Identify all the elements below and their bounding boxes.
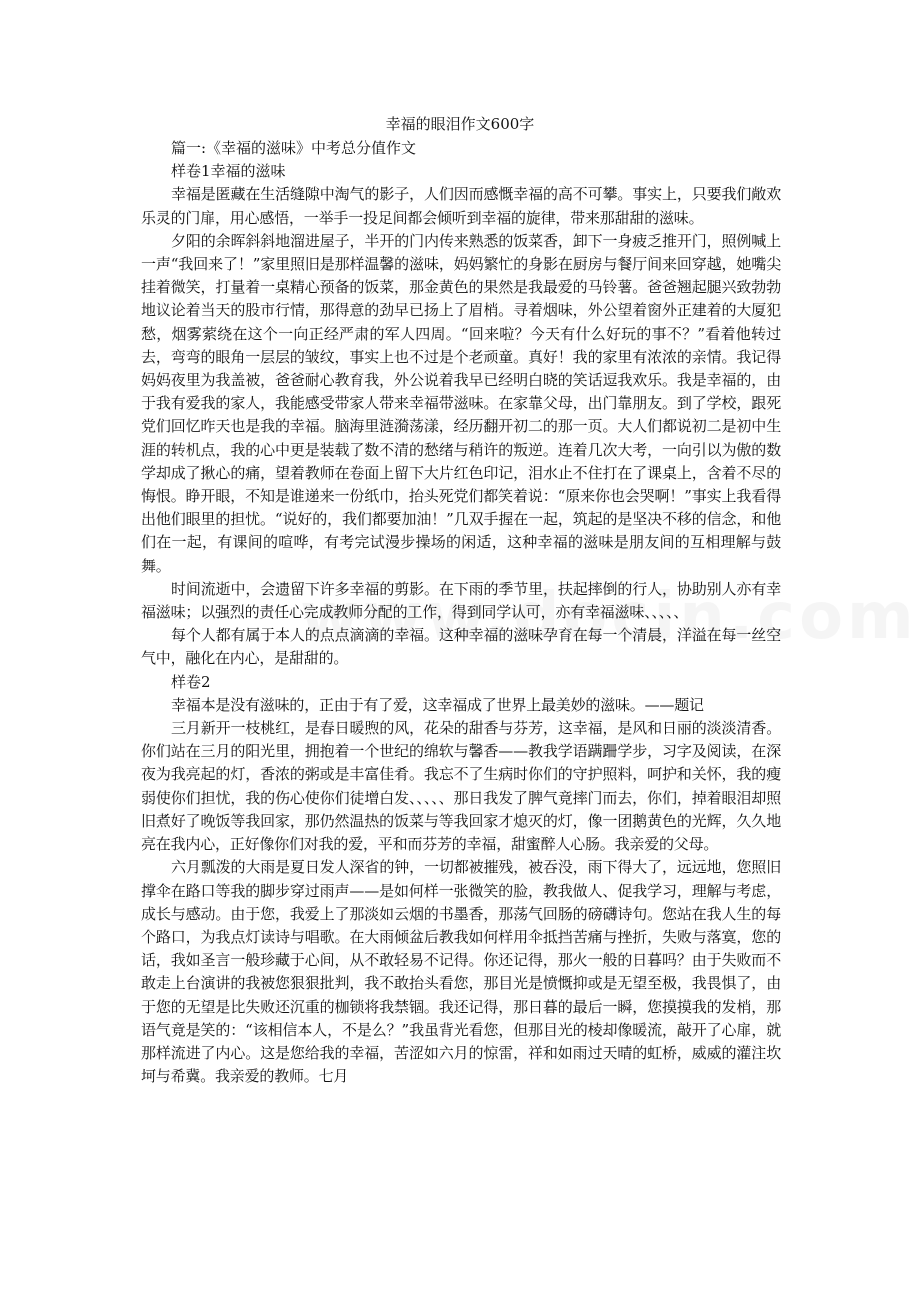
paragraph: 每个人都有属于本人的点点滴滴的幸福。这种幸福的滋味孕育在每一个清晨，洋溢在每一丝空气中，融化在内心，是甜甜的。 — [141, 626, 781, 668]
document-title: 幸福的眼泪作文600字 — [385, 115, 535, 133]
paragraph: 幸福本是没有滋味的，正由于有了爱，这幸福成了世界上最美妙的滋味。——题记 — [171, 695, 704, 714]
section-heading: 篇一:《幸福的滋味》中考总分值作文 — [171, 139, 417, 157]
paragraph: 六月瓢泼的大雨是夏日发人深省的钟，一切都被摧残，被吞没，雨下得大了，远远地，您照旧撑伞在路口等我的脚步穿过雨声——是如何样一张微笑的脸，教我做人、促我学习，理解与考虑，成长与感动。由于您，我爱上了那淡如云烟的书墨香，那荡气回肠的磅礴诗句。您站在我人生的每个路口，为我点灯读诗与唱歌。在大雨倾盆后教我如何样用伞抵挡苦痛与挫折，失败与落寞，您的话，我如圣言一般珍藏于心间，从不敢轻易不记得。你还记得，那火一般的日暮吗？由于失败而不敢走上台演讲的我被您狠狠批判，我不敢抬头看您，那目光是愤慨抑或是无望至极，我畏惧了，由于您的无望是比失败还沉重的枷锁将我禁锢。我还记得，那日暮的最后一瞬，您摸摸我的发梢，那语气竟是笑的：“该相信本人，不是么？”我虽背光看您，但那目光的棱却像暖流，敲开了心扉，就那样流进了内心。这是您给我的幸福，苦涩如六月的惊雷，祥和如雨过天晴的虹桥，威威的灌注坎坷与希冀。我亲爱的教师。七月 — [141, 858, 781, 1086]
paragraph: 夕阳的余晖斜斜地溜进屋子，半开的门内传来熟悉的饭菜香，卸下一身疲乏推开门，照例喊上一声“我回来了！”家里照旧是那样温馨的滋味，妈妈繁忙的身影在厨房与餐厅间来回穿越，她嘴尖挂着微笑，打量着一桌精心预备的饭菜，那金黄色的果然是我最爱的马铃薯。爸爸翘起腿兴致勃勃地议论着当天的股市行情，那得意的劲早已扬上了眉梢。寻着烟味，外公望着窗外正建着的大厦犯愁，烟雾萦绕在这个一向正经严肃的军人四周。“回来啦？今天有什么好玩的事不？”看着他转过去，弯弯的眼角一层层的皱纹，事实上也不过是个老顽童。真好！我的家里有浓浓的亲情。我记得妈妈夜里为我盖被，爸爸耐心教育我，外公说着我早已经明白晓的笑话逗我欢乐。我是幸福的，由于我有爱我的家人，我能感受带家人带来幸福带滋味。在家靠父母，出门靠朋友。到了学校，跟死党们回忆昨天也是我的幸福。脑海里涟漪荡漾，经历翻开初二的那一页。大人们都说初二是初中生涯的转机点，我的心中更是装载了数不清的愁绪与稍许的叛逆。连着几次大考，一向引以为傲的数学却成了揪心的痛，望着教师在卷面上留下大片红色印记，泪水止不住打在了课桌上，含着不尽的悔恨。睁开眼，不知是谁递来一份纸巾，抬头死党们都笑着说：“原来你也会哭啊！”事实上我看得出他们眼里的担忧。“说好的，我们都要加油！”几双手握在一起，筑起的是坚决不移的信念，和他们在一起，有课间的喧哗，有考完试漫步操场的闲适，这种幸福的滋味是朋友间的互相理解与鼓舞。 — [141, 231, 781, 575]
paragraph: 三月新开一枝桃红，是春日暖煦的风，花朵的甜香与芬芳，这幸福，是风和日丽的淡淡清香。你们站在三月的阳光里，拥抱着一个世纪的绵软与馨香——教我学语蹒跚学步，习字及阅读，在深夜为我亮起的灯，香浓的粥或是丰富佳肴。我忘不了生病时你们的守护照料，呵护和关怀，我的瘦弱使你们担忧，我的伤心使你们徒增白发、、、、、那日我发了脾气竟摔门而去，你们，掉着眼泪却照旧煮好了晚饭等我回家，那仍然温热的饭菜与等我回家才熄灭的灯，像一团鹅黄色的光辉，久久地亮在我内心，正好像你们对我的爱，平和而芬芳的幸福，甜蜜醉人心肠。我亲爱的父母。 — [141, 719, 781, 854]
paragraph: 时间流逝中，会遗留下许多幸福的剪影。在下雨的季节里，扶起摔倒的行人，协助别人亦有幸福滋味；以强烈的责任心完成教师分配的工作，得到同学认可，亦有幸福滋味、、、、、 — [141, 579, 781, 622]
document-body — [141, 137, 781, 1088]
sample-heading: 样卷1幸福的滋味 — [171, 162, 286, 181]
sample-heading: 样卷2 — [171, 672, 211, 691]
paragraph: 幸福是匿藏在生活缝隙中淘气的影子，人们因而感慨幸福的高不可攀。事实上，只要我们敞欢乐灵的门扉，用心感悟，一举手一投足间都会倾听到幸福的旋律，带来那甜甜的滋味。 — [141, 185, 781, 227]
